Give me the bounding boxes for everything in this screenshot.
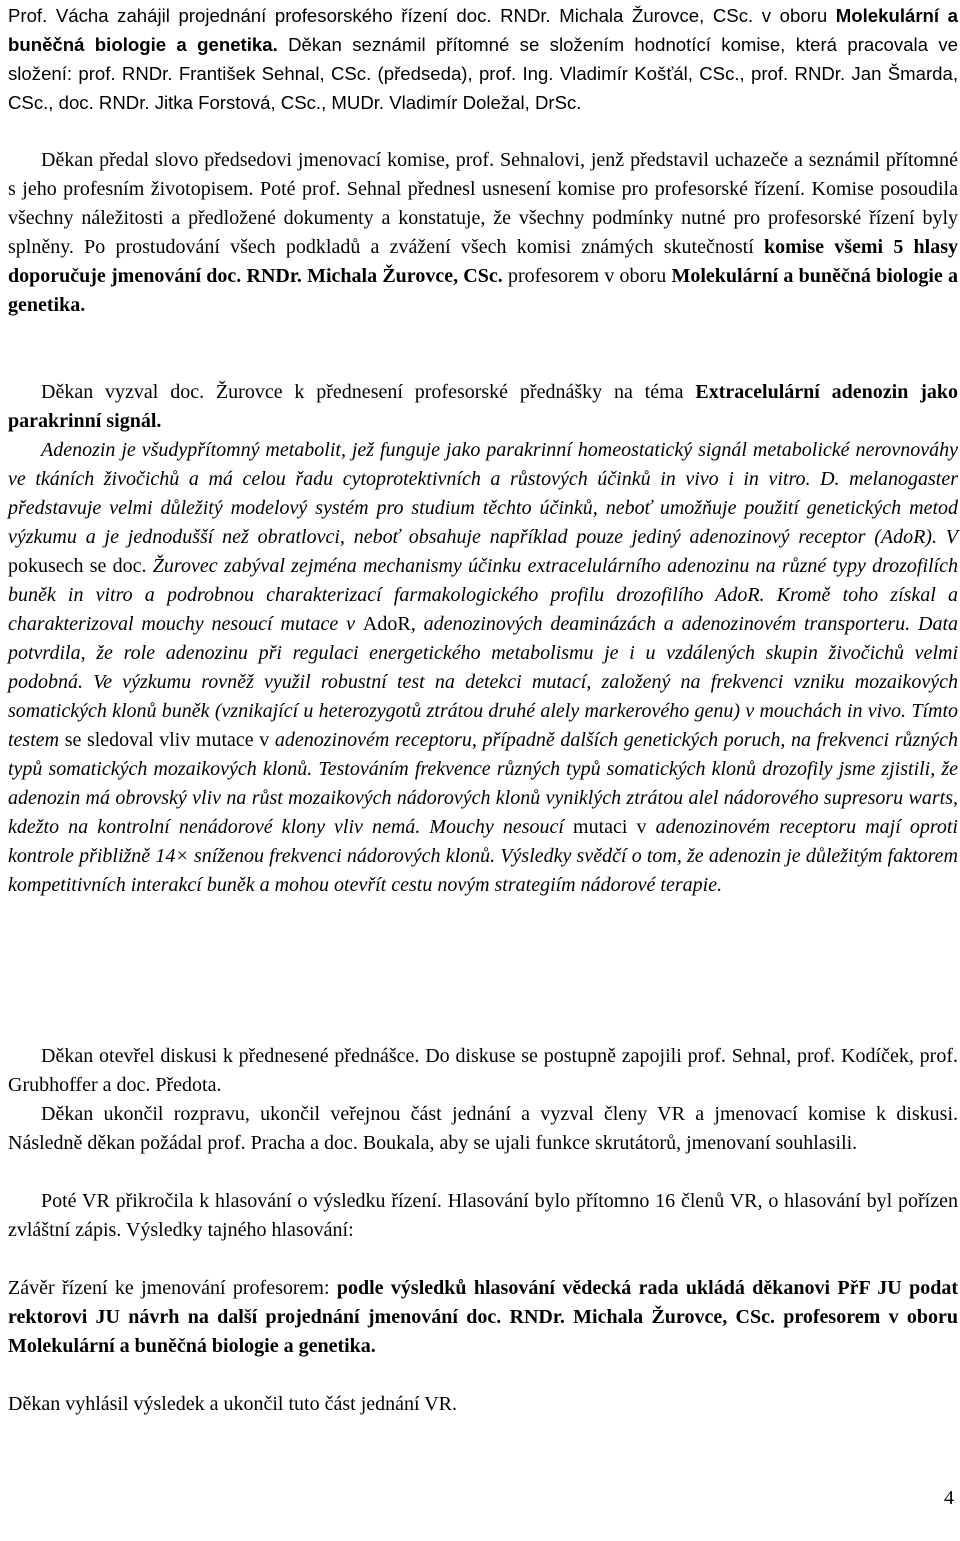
paragraph-conclusion [8,1274,958,1361]
text-span: pokusech se doc. [8,555,153,577]
text-span: adenozinovém receptoru mají oproti kontrole přibližně 14× sníženou frekvenci nádorových klonů. Výsledky svědčí o tom, že adenozin je důležitým faktorem kompetitivních interakcí buněk a mohou otevřít cestu novým strategiím nádorové terapie. [8,816,958,896]
conclusion-bold: podle výsledků hlasování vědecká rada ukládá děkanovi PřF JU podat rektorovi JU návrh na další projednání jmenování doc. RNDr. Michala Žurovce, CSc. profesorem v oboru Molekulární a buněčná biologie a genetika. [8,1277,959,1357]
text-span: profesorem v oboru [502,265,672,287]
page-number: 4 [944,1487,954,1509]
text-span: Poté VR přikročila k hlasování o výsledku řízení. Hlasování bylo přítomno 16 členů VR, o hlasování byl pořízen zvláštní zápis. Výsledky tajného hlasování: [8,1190,958,1241]
lecture-title: Extracelulární adenozin jako parakrinní signál. [8,381,958,432]
text-span: Prof. Vácha zahájil projednání profesorského řízení doc. RNDr. Michala Žurovce, CSc. v oboru [8,5,836,26]
text-span: AdoR, [362,613,416,635]
paragraph-announcement [8,1390,958,1419]
paragraph-lecture-invite [8,378,958,436]
paragraph-discussion [8,1042,958,1100]
field-name-bold: Molekulární a buněčná biologie a genetika. [8,5,959,55]
field-name-bold: Molekulární a buněčná biologie a genetika. [8,265,959,316]
paragraph-commission-report [8,146,958,320]
paragraph-lecture-abstract [8,436,958,900]
paragraph-voting [8,1187,958,1245]
text-span: Adenozin je všudypřítomný metabolit, jež funguje jako parakrinní homeostatický signál metabolické nerovnováhy ve tkáních živočichů a má celou řadu cytoprotektivních a růstových účinků in vivo i in vitro. D. melanogaster představuje velmi důležitý modelový systém pro studium těchto účinků, neboť umožňuje použití genetických metod výzkumu a je jednodušší než obratlovci, neboť obsahuje například pouze jediný adenozinový receptor (AdoR). V [8,439,958,548]
paragraph-opening [8,1,958,117]
text-span: mutaci v [573,816,656,838]
recommendation-bold: komise všemi 5 hlasy doporučuje jmenování doc. RNDr. Michala Žurovce, CSc. [8,236,959,287]
text-span: Děkan vyzval doc. Žurovce k přednesení profesorské přednášky na téma [41,381,696,403]
text-span: Žurovec zabýval zejména mechanismy účinku extracelulárního adenozinu na různé typy drozofilích buněk in vitro a podrobnou charakterizací farmakologického profilu drozofilího AdoR. Kromě toho získal a charakterizoval mouchy nesoucí mutace v [8,555,958,635]
text-span: se sledoval vliv mutace v [64,729,275,751]
text-span: Děkan otevřel diskusi k přednesené přednášce. Do diskuse se postupně zapojili prof. Sehnal, prof. Kodíček, prof. Grubhoffer a doc. Předota. [8,1045,958,1096]
text-span: Děkan vyhlásil výsledek a ukončil tuto část jednání VR. [8,1393,457,1415]
paragraph-closing-discussion [8,1100,958,1158]
text-span: adenozinovém receptoru, případně dalších genetických poruch, na frekvenci různých typů somatických mozaikových klonů. Testováním frekvence různých typů somatických klonů drozofily jsme zjistili, že adenozin má obrovský vliv na růst mozaikových nádorových klonů vyniklých ztrátou alel nádorového supresoru warts, kdežto na kontrolní nenádorové klony vliv nemá. Mouchy nesoucí [8,729,959,838]
text-span: Děkan předal slovo předsedovi jmenovací komise, prof. Sehnalovi, jenž představil uchazeče a seznámil přítomné s jeho profesním životopisem. Poté prof. Sehnal přednesl usnesení komise pro profesorské řízení. Komise posoudila všechny náležitosti a předložené dokumenty a konstatuje, že všechny podmínky nutné pro profesorské řízení byly splněny. Po prostudování všech podkladů a zvážení všech komisi známých skutečností [8,149,958,258]
text-span: Děkan ukončil rozpravu, ukončil veřejnou část jednání a vyzval členy VR a jmenovací komise k diskusi. Následně děkan požádal prof. Pracha a doc. Boukala, aby se ujali funkce skrutátorů, jmenovaní souhlasili. [8,1103,958,1154]
text-span: adenozinových deaminázách a adenozinovém transporteru. Data potvrdila, že role adenozinu při regulaci energetického metabolismu je i u vzdálených skupin živočichů velmi podobná. Ve výzkumu rovněž využil robustní test na detekci mutací, založený na frekvenci vzniku mozaikových somatických klonů buněk (vznikající u heterozygotů ztrátou druhé alely markerového genu) v mouchách in vivo. Tímto testem [8,613,959,751]
text-span: Závěr řízení ke jmenování profesorem: [8,1277,337,1299]
text-span: Děkan seznámil přítomné se složením hodnotící komise, která pracovala ve složení: prof. RNDr. František Sehnal, CSc. (předseda), prof. Ing. Vladimír Košťál, CSc., prof. RNDr. Jan Šmarda, CSc., doc. RNDr. Jitka Forstová, CSc., MUDr. Vladimír Doležal, DrSc. [8,34,958,113]
